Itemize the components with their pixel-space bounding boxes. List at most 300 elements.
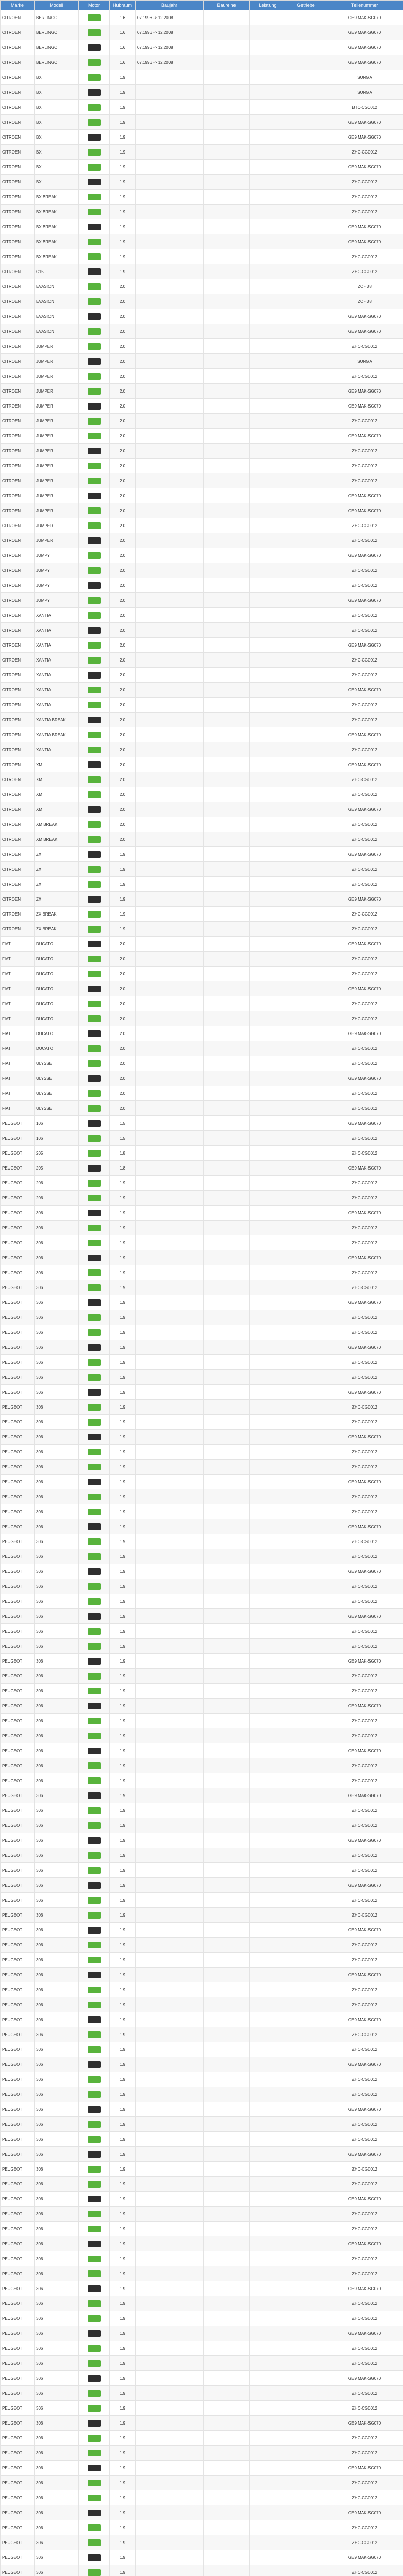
cell-part: GE9 MAK-SG070 <box>326 2461 403 2476</box>
cell-engine <box>79 1101 110 1116</box>
cell-range <box>136 1878 204 1893</box>
table-row <box>1 40 403 55</box>
engine-badge-icon <box>88 1523 101 1530</box>
table-row <box>1 1878 403 1893</box>
cell-trans <box>286 1594 326 1609</box>
cell-model: 306 <box>35 1833 79 1848</box>
cell-part: ZHC-CG0012 <box>326 1997 403 2012</box>
engine-badge-icon <box>88 1284 101 1291</box>
cell-make: PEUGEOT <box>1 2057 35 2072</box>
cell-model: 306 <box>35 2476 79 2490</box>
cell-disp: 2.0 <box>110 996 136 1011</box>
cell-make: PEUGEOT <box>1 2401 35 2416</box>
cell-year <box>204 1235 250 1250</box>
table-row <box>1 444 403 459</box>
cell-year <box>204 234 250 249</box>
cell-model: JUMPER <box>35 459 79 473</box>
cell-make: PEUGEOT <box>1 1728 35 1743</box>
cell-model: XANTIA <box>35 683 79 698</box>
table-row <box>1 2132 403 2147</box>
cell-range <box>136 369 204 384</box>
engine-badge-icon <box>88 1509 101 1515</box>
cell-disp: 1.9 <box>110 249 136 264</box>
cell-model: BX <box>35 85 79 100</box>
cell-disp: 1.9 <box>110 1982 136 1997</box>
cell-make: CITROEN <box>1 115 35 130</box>
cell-engine <box>79 2087 110 2102</box>
cell-power <box>250 1026 286 1041</box>
cell-part: ZHC-CG0012 <box>326 459 403 473</box>
cell-power <box>250 2296 286 2311</box>
cell-engine <box>79 2042 110 2057</box>
table-row <box>1 354 403 369</box>
cell-disp: 1.9 <box>110 1609 136 1624</box>
cell-model: JUMPER <box>35 354 79 369</box>
cell-year <box>204 518 250 533</box>
cell-disp: 2.0 <box>110 787 136 802</box>
cell-year <box>204 1982 250 1997</box>
cell-year <box>204 996 250 1011</box>
engine-badge-icon <box>88 2524 101 2531</box>
cell-engine <box>79 2162 110 2177</box>
cell-power <box>250 1475 286 1489</box>
cell-make: CITROEN <box>1 638 35 653</box>
cell-model: 306 <box>35 1280 79 1295</box>
cell-engine <box>79 877 110 892</box>
cell-power <box>250 996 286 1011</box>
cell-disp: 1.9 <box>110 1310 136 1325</box>
cell-power <box>250 205 286 219</box>
cell-model: 306 <box>35 1878 79 1893</box>
cell-make: CITROEN <box>1 488 35 503</box>
cell-year <box>204 85 250 100</box>
cell-make: PEUGEOT <box>1 1714 35 1728</box>
cell-trans <box>286 234 326 249</box>
cell-year <box>204 907 250 922</box>
cell-year <box>204 1684 250 1699</box>
cell-range <box>136 533 204 548</box>
cell-part: ZHC-CG0012 <box>326 2520 403 2535</box>
cell-power <box>250 2461 286 2476</box>
cell-model: 306 <box>35 1968 79 1982</box>
engine-badge-icon <box>88 1135 101 1142</box>
cell-part: GE9 MAK-SG070 <box>326 1833 403 1848</box>
cell-year <box>204 832 250 847</box>
cell-power <box>250 713 286 727</box>
table-row <box>1 832 403 847</box>
cell-engine <box>79 907 110 922</box>
cell-engine <box>79 369 110 384</box>
cell-part: GE9 MAK-SG070 <box>326 981 403 996</box>
cell-range <box>136 787 204 802</box>
cell-make: PEUGEOT <box>1 2431 35 2446</box>
cell-trans <box>286 1684 326 1699</box>
cell-part: ZHC-CG0012 <box>326 1818 403 1833</box>
cell-range <box>136 2132 204 2147</box>
engine-badge-icon <box>88 806 101 813</box>
cell-part: ZHC-CG0012 <box>326 2132 403 2147</box>
cell-power <box>250 802 286 817</box>
cell-part: ZHC-CG0012 <box>326 1176 403 1191</box>
engine-badge-icon <box>88 179 101 185</box>
cell-trans <box>286 2431 326 2446</box>
cell-engine <box>79 473 110 488</box>
cell-model: BERLINGO <box>35 55 79 70</box>
table-row <box>1 862 403 877</box>
cell-part: ZHC-CG0012 <box>326 2356 403 2371</box>
cell-make: FIAT <box>1 1071 35 1086</box>
cell-model: JUMPER <box>35 518 79 533</box>
table-row <box>1 996 403 1011</box>
cell-power <box>250 309 286 324</box>
cell-disp: 1.9 <box>110 1624 136 1639</box>
cell-disp: 2.0 <box>110 817 136 832</box>
cell-power <box>250 2371 286 2386</box>
cell-trans <box>286 683 326 698</box>
table-row <box>1 249 403 264</box>
cell-engine <box>79 1908 110 1923</box>
cell-year <box>204 1056 250 1071</box>
cell-engine <box>79 518 110 533</box>
cell-range <box>136 548 204 563</box>
cell-engine <box>79 533 110 548</box>
table-row <box>1 1161 403 1176</box>
engine-badge-icon <box>88 2211 101 2217</box>
cell-disp: 2.0 <box>110 832 136 847</box>
cell-disp: 1.9 <box>110 877 136 892</box>
cell-model: 306 <box>35 2192 79 2207</box>
cell-range <box>136 727 204 742</box>
cell-disp: 2.0 <box>110 952 136 967</box>
cell-year <box>204 1280 250 1295</box>
cell-range <box>136 563 204 578</box>
cell-make: CITROEN <box>1 354 35 369</box>
cell-trans <box>286 2401 326 2416</box>
cell-model: 306 <box>35 2550 79 2565</box>
table-row <box>1 787 403 802</box>
engine-badge-icon <box>88 1553 101 1560</box>
cell-part: ZHC-CG0012 <box>326 1011 403 1026</box>
cell-part: ZHC-CG0012 <box>326 1953 403 1968</box>
cell-range <box>136 802 204 817</box>
cell-disp: 1.9 <box>110 145 136 160</box>
cell-disp: 2.0 <box>110 608 136 623</box>
cell-make: CITROEN <box>1 683 35 698</box>
cell-trans <box>286 2012 326 2027</box>
engine-badge-icon <box>88 537 101 544</box>
cell-disp: 2.0 <box>110 1056 136 1071</box>
cell-disp: 1.9 <box>110 190 136 205</box>
cell-model: XM <box>35 772 79 787</box>
cell-range <box>136 70 204 85</box>
cell-power <box>250 1863 286 1878</box>
cell-disp: 2.0 <box>110 1041 136 1056</box>
cell-power <box>250 354 286 369</box>
cell-range <box>136 294 204 309</box>
cell-make: CITROEN <box>1 727 35 742</box>
cell-model: EVASION <box>35 309 79 324</box>
table-row <box>1 2162 403 2177</box>
cell-engine <box>79 130 110 145</box>
cell-make: FIAT <box>1 981 35 996</box>
cell-year <box>204 2431 250 2446</box>
cell-range <box>136 2057 204 2072</box>
cell-range <box>136 160 204 175</box>
cell-trans <box>286 1280 326 1295</box>
cell-part: ZHC-CG0012 <box>326 2072 403 2087</box>
cell-power <box>250 578 286 593</box>
cell-engine <box>79 2281 110 2296</box>
cell-part: ZHC-CG0012 <box>326 473 403 488</box>
cell-trans <box>286 952 326 967</box>
cell-engine <box>79 548 110 563</box>
cell-engine <box>79 1594 110 1609</box>
cell-engine <box>79 2446 110 2461</box>
cell-range <box>136 1370 204 1385</box>
cell-trans <box>286 1564 326 1579</box>
cell-make: CITROEN <box>1 234 35 249</box>
cell-part: ZHC-CG0012 <box>326 2042 403 2057</box>
cell-range <box>136 1699 204 1714</box>
cell-part: ZHC-CG0012 <box>326 190 403 205</box>
cell-model: 306 <box>35 2102 79 2117</box>
cell-make: FIAT <box>1 1056 35 1071</box>
cell-part: ZHC-CG0012 <box>326 1131 403 1146</box>
cell-range <box>136 1026 204 1041</box>
cell-model: 205 <box>35 1161 79 1176</box>
cell-engine <box>79 952 110 967</box>
cell-engine <box>79 772 110 787</box>
col-header-make: Marke <box>1 1 35 10</box>
cell-part: GE9 MAK-SG070 <box>326 1026 403 1041</box>
cell-range <box>136 1430 204 1445</box>
cell-part: GE9 MAK-SG070 <box>326 25 403 40</box>
engine-badge-icon <box>88 881 101 888</box>
cell-trans <box>286 608 326 623</box>
table-row <box>1 1669 403 1684</box>
cell-engine <box>79 2416 110 2431</box>
cell-engine <box>79 1639 110 1654</box>
table-row <box>1 2371 403 2386</box>
cell-range <box>136 2520 204 2535</box>
cell-year <box>204 130 250 145</box>
engine-badge-icon <box>88 1015 101 1022</box>
engine-badge-icon <box>88 2285 101 2292</box>
cell-range <box>136 2341 204 2356</box>
table-row <box>1 802 403 817</box>
cell-year <box>204 1833 250 1848</box>
table-row <box>1 294 403 309</box>
cell-power <box>250 100 286 115</box>
cell-make: PEUGEOT <box>1 2416 35 2431</box>
table-row <box>1 2431 403 2446</box>
cell-engine <box>79 1684 110 1699</box>
cell-make: FIAT <box>1 1011 35 1026</box>
cell-disp: 2.0 <box>110 533 136 548</box>
cell-model: 306 <box>35 1325 79 1340</box>
cell-power <box>250 1295 286 1310</box>
cell-range <box>136 1295 204 1310</box>
cell-part: ZHC-CG0012 <box>326 877 403 892</box>
col-header-power: Leistung <box>250 1 286 10</box>
cell-range <box>136 1146 204 1161</box>
cell-disp: 2.0 <box>110 1086 136 1101</box>
cell-model: BX <box>35 70 79 85</box>
table-row <box>1 623 403 638</box>
engine-badge-icon <box>88 2166 101 2173</box>
table-row <box>1 459 403 473</box>
cell-make: CITROEN <box>1 563 35 578</box>
cell-part: GE9 MAK-SG070 <box>326 683 403 698</box>
engine-badge-icon <box>88 448 101 454</box>
cell-part: ZHC-CG0012 <box>326 2207 403 2222</box>
cell-make: CITROEN <box>1 862 35 877</box>
cell-power <box>250 444 286 459</box>
table-row <box>1 234 403 249</box>
cell-year <box>204 2446 250 2461</box>
cell-engine <box>79 1295 110 1310</box>
cell-power <box>250 1265 286 1280</box>
cell-engine <box>79 623 110 638</box>
cell-year <box>204 1400 250 1415</box>
cell-trans <box>286 1340 326 1355</box>
cell-range <box>136 1445 204 1460</box>
cell-trans <box>286 1923 326 1938</box>
cell-model: JUMPY <box>35 563 79 578</box>
cell-trans <box>286 1609 326 1624</box>
cell-model: 306 <box>35 2401 79 2416</box>
cell-trans <box>286 205 326 219</box>
cell-make: PEUGEOT <box>1 2117 35 2132</box>
cell-disp: 1.9 <box>110 1579 136 1594</box>
cell-model: JUMPER <box>35 503 79 518</box>
cell-range: 07.1996 -> 12.2008 <box>136 55 204 70</box>
cell-trans <box>286 70 326 85</box>
cell-part: GE9 MAK-SG070 <box>326 638 403 653</box>
cell-make: PEUGEOT <box>1 2266 35 2281</box>
cell-part: GE9 MAK-SG070 <box>326 1878 403 1893</box>
cell-make: CITROEN <box>1 787 35 802</box>
table-row <box>1 219 403 234</box>
cell-part: ZHC-CG0012 <box>326 1728 403 1743</box>
col-header-displacement: Hubraum <box>110 1 136 10</box>
cell-engine <box>79 1654 110 1669</box>
table-row <box>1 503 403 518</box>
engine-badge-icon <box>88 1882 101 1889</box>
engine-badge-icon <box>88 1987 101 1993</box>
cell-range <box>136 1714 204 1728</box>
cell-year <box>204 175 250 190</box>
table-row <box>1 1564 403 1579</box>
cell-disp: 2.0 <box>110 324 136 339</box>
cell-engine <box>79 1953 110 1968</box>
cell-make: PEUGEOT <box>1 2072 35 2087</box>
cell-trans <box>286 25 326 40</box>
table-row <box>1 1639 403 1654</box>
cell-part: GE9 MAK-SG070 <box>326 1475 403 1489</box>
cell-trans <box>286 593 326 608</box>
cell-engine <box>79 2177 110 2192</box>
cell-disp: 2.0 <box>110 548 136 563</box>
table-row <box>1 1504 403 1519</box>
cell-trans <box>286 2192 326 2207</box>
cell-disp: 1.9 <box>110 2281 136 2296</box>
engine-badge-icon <box>88 418 101 425</box>
cell-trans <box>286 1579 326 1594</box>
cell-engine <box>79 1056 110 1071</box>
cell-trans <box>286 2371 326 2386</box>
table-row <box>1 279 403 294</box>
cell-make: CITROEN <box>1 100 35 115</box>
cell-engine <box>79 2102 110 2117</box>
cell-make: CITROEN <box>1 698 35 713</box>
cell-disp: 1.9 <box>110 862 136 877</box>
engine-badge-icon <box>88 74 101 81</box>
cell-part: ZHC-CG0012 <box>326 1938 403 1953</box>
cell-engine <box>79 1146 110 1161</box>
cell-range <box>136 713 204 727</box>
cell-model: 306 <box>35 1953 79 1968</box>
cell-model: ZX <box>35 862 79 877</box>
cell-trans <box>286 2057 326 2072</box>
cell-power <box>250 2550 286 2565</box>
cell-trans <box>286 2162 326 2177</box>
engine-badge-icon <box>88 2031 101 2038</box>
cell-trans <box>286 1026 326 1041</box>
cell-make: PEUGEOT <box>1 1997 35 2012</box>
cell-range <box>136 1684 204 1699</box>
cell-power <box>250 1848 286 1863</box>
cell-trans <box>286 1908 326 1923</box>
cell-disp: 2.0 <box>110 981 136 996</box>
engine-badge-icon <box>88 1912 101 1919</box>
cell-engine <box>79 384 110 399</box>
cell-power <box>250 533 286 548</box>
table-row <box>1 2012 403 2027</box>
cell-model: 306 <box>35 1370 79 1385</box>
cell-disp: 2.0 <box>110 488 136 503</box>
cell-model: 206 <box>35 1191 79 1206</box>
cell-part: GE9 MAK-SG070 <box>326 1430 403 1445</box>
cell-engine <box>79 40 110 55</box>
cell-disp: 1.9 <box>110 2266 136 2281</box>
cell-range <box>136 698 204 713</box>
cell-model: ULYSSE <box>35 1056 79 1071</box>
cell-trans <box>286 429 326 444</box>
cell-trans <box>286 2461 326 2476</box>
cell-disp: 1.9 <box>110 2192 136 2207</box>
cell-part: GE9 MAK-SG070 <box>326 1654 403 1669</box>
cell-disp: 1.9 <box>110 2057 136 2072</box>
cell-power <box>250 2147 286 2162</box>
cell-disp: 2.0 <box>110 653 136 668</box>
cell-year <box>204 2386 250 2401</box>
cell-trans <box>286 2550 326 2565</box>
cell-range <box>136 1982 204 1997</box>
cell-trans <box>286 324 326 339</box>
table-row <box>1 2072 403 2087</box>
cell-year <box>204 2505 250 2520</box>
cell-make: PEUGEOT <box>1 1504 35 1519</box>
cell-disp: 1.9 <box>110 1534 136 1549</box>
cell-year <box>204 2192 250 2207</box>
cell-disp: 1.9 <box>110 1370 136 1385</box>
cell-model: 306 <box>35 2236 79 2251</box>
cell-power <box>250 1280 286 1295</box>
table-row <box>1 1714 403 1728</box>
cell-make: CITROEN <box>1 429 35 444</box>
cell-part: GE9 MAK-SG070 <box>326 1699 403 1714</box>
